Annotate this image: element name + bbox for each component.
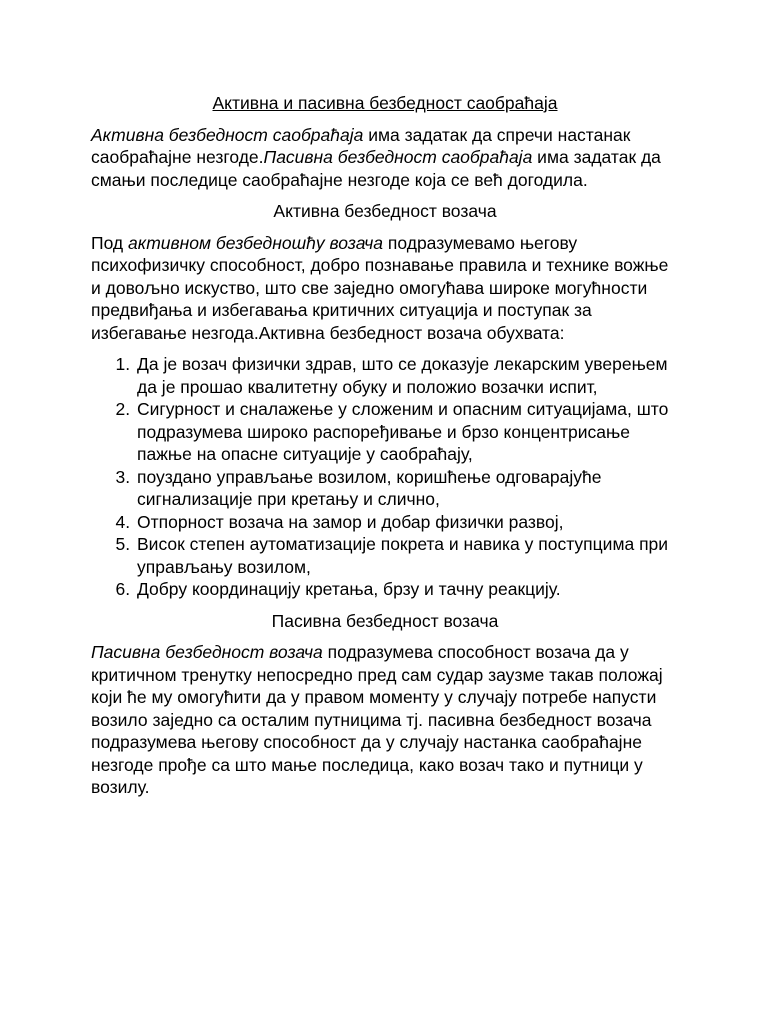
passive-driver-text: подразумева способност возача да у критичном тренутку непосредно пред сам судар заузме такав положај који ће му омогућити да у правом моменту у случају потребе напусти возило заједно са осталим путницима тј. пасивна безбедност возача подразумева његову способност да у случају настанка саобраћајне незгоде прође са што мање последица, како возач тако и путници у возилу. [91, 642, 663, 797]
active-driver-list [91, 353, 679, 601]
document-title: Активна и пасивна безбедност саобраћаја [212, 93, 558, 113]
active-driver-heading: Активна безбедност возача [273, 201, 497, 221]
intro-paragraph [91, 124, 679, 192]
list-item: 3. поуздано управљање возилом, коришћење одговарајуће сигнализације при кретању и слично, [135, 466, 679, 511]
active-safety-text: има задатак да спречи настанак саобраћајне незгоде. [91, 124, 631, 167]
list-item: 1. Да је возач физички здрав, што се доказује лекарским уверењем да је прошао квалитетну обуку и положио возачки испит, [135, 353, 679, 398]
active-driver-lead: Под [91, 232, 128, 253]
passive-safety-term: Пасивна безбедност саобраћаја [263, 147, 533, 167]
passive-driver-paragraph [91, 641, 679, 799]
active-safety-term: Активна безбедност саобраћаја [91, 124, 364, 145]
list-item: 2. Сигурност и сналажење у сложеним и опасним ситуацијама, што подразумева широко распоређивање и брзо концентрисање пажње на опасне ситуације у саобраћају, [135, 398, 679, 466]
active-driver-paragraph [91, 232, 679, 345]
list-item: 5. Висок степен аутоматизације покрета и навика у поступцима при управљању возилом, [135, 533, 679, 578]
passive-driver-heading: Пасивна безбедност возача [271, 610, 499, 631]
list-item: 4. Отпорност возача на замор и добар физички развој, [135, 511, 679, 534]
active-driver-term: активном безбедношћу возача [128, 232, 384, 253]
active-driver-text: подразумевамо његову психофизичку способност, добро познавање правила и технике вожње и довољно искуство, што све заједно омогућава широке могућности предвиђања и избегавања критичних ситуација и поступак за избегавање незгода.Активна безбедност возача обухвата: [91, 232, 669, 343]
passive-driver-term: Пасивна безбедност возача [91, 642, 323, 662]
passive-safety-text: има задатак да смањи последице саобраћајне незгоде која се већ догодила. [91, 147, 661, 190]
list-item: 6. Добру координацију кретања, брзу и тачну реакцију. [135, 578, 679, 601]
document-page [91, 92, 679, 808]
